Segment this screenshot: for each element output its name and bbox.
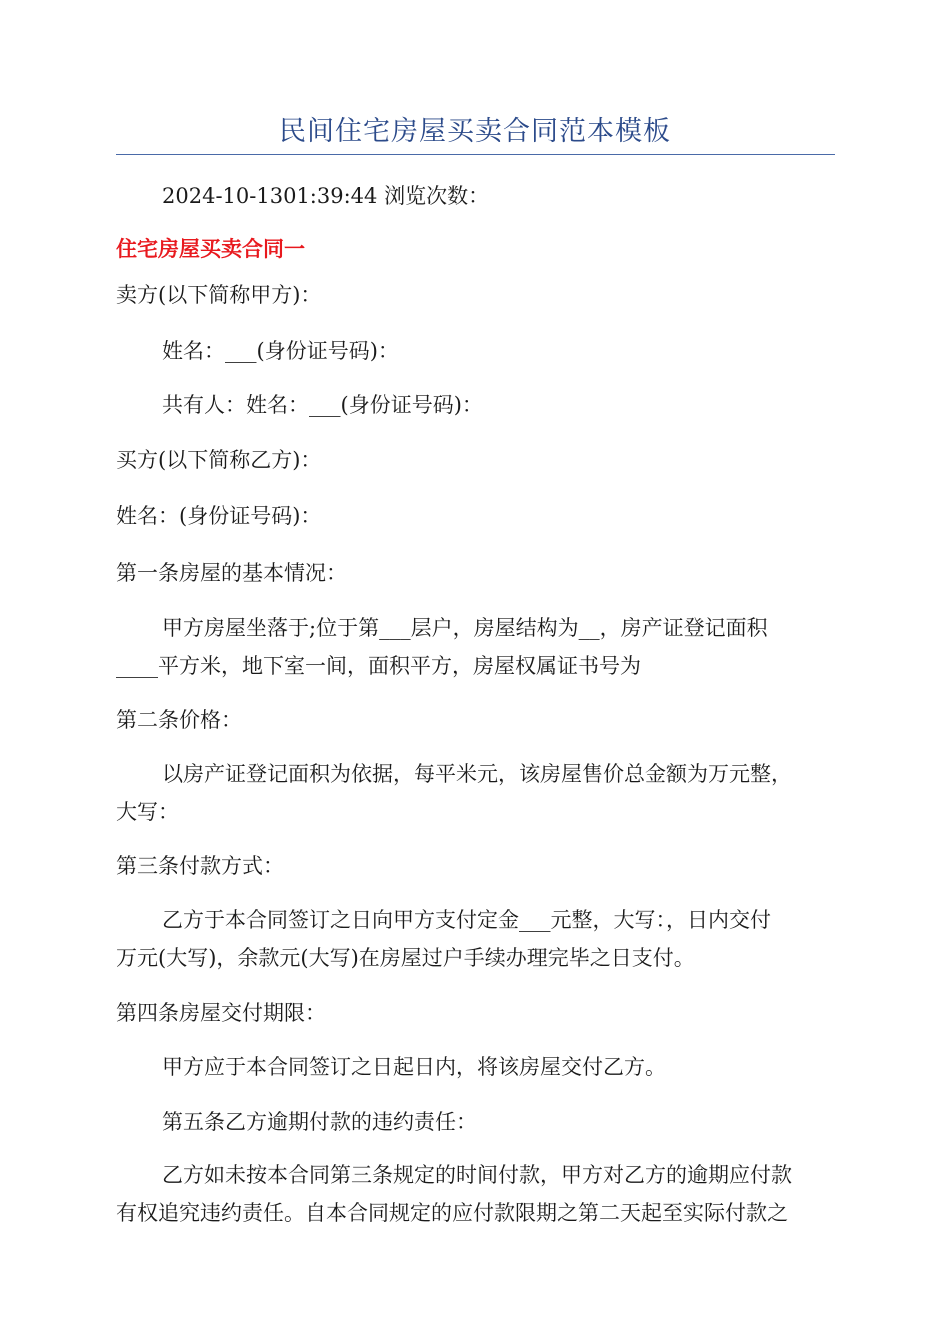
article-2-text-1: 以房产证登记面积为依据，每平米元，该房屋售价总金额为万元整， (162, 762, 792, 786)
co-owner-line: 共有人：姓名：___(身份证号码)： (162, 393, 483, 417)
article-4-heading: 第四条房屋交付期限： (116, 1001, 326, 1025)
article-1-text-2: ____平方米，地下室一间，面积平方，房屋权属证书号为 (116, 654, 641, 678)
article-5-text-2: 有权追究违约责任。自本合同规定的应付款限期之第二天起至实际付款之 (116, 1201, 788, 1225)
buyer-name-line: 姓名：(身份证号码)： (116, 504, 322, 528)
article-4-text: 甲方应于本合同签订之日起日内，将该房屋交付乙方。 (162, 1055, 666, 1079)
article-3-heading: 第三条付款方式： (116, 854, 284, 878)
seller-name-line: 姓名：___(身份证号码)： (162, 339, 399, 363)
article-5-heading: 第五条乙方逾期付款的违约责任： (162, 1110, 477, 1134)
article-3-text-2: 万元(大写)，余款元(大写)在房屋过户手续办理完毕之日支付。 (116, 946, 695, 970)
meta-line: 2024-10-1301:39:44 浏览次数： (162, 184, 490, 208)
article-1-text-1: 甲方房屋坐落于;位于第___层户，房屋结构为__，房产证登记面积 (162, 616, 768, 640)
article-1-heading: 第一条房屋的基本情况： (116, 561, 347, 585)
article-5-text-1: 乙方如未按本合同第三条规定的时间付款，甲方对乙方的逾期应付款 (162, 1163, 792, 1187)
article-3-text-1: 乙方于本合同签订之日向甲方支付定金___元整，大写：，日内交付 (162, 908, 771, 932)
buyer-label: 买方(以下简称乙方)： (116, 448, 322, 472)
article-2-text-2: 大写： (116, 800, 179, 824)
seller-label: 卖方(以下简称甲方)： (116, 283, 322, 307)
title-underline (116, 154, 835, 155)
section-heading: 住宅房屋买卖合同一 (116, 237, 305, 261)
article-2-heading: 第二条价格： (116, 708, 242, 732)
document-title: 民间住宅房屋买卖合同范本模板 (279, 116, 671, 147)
